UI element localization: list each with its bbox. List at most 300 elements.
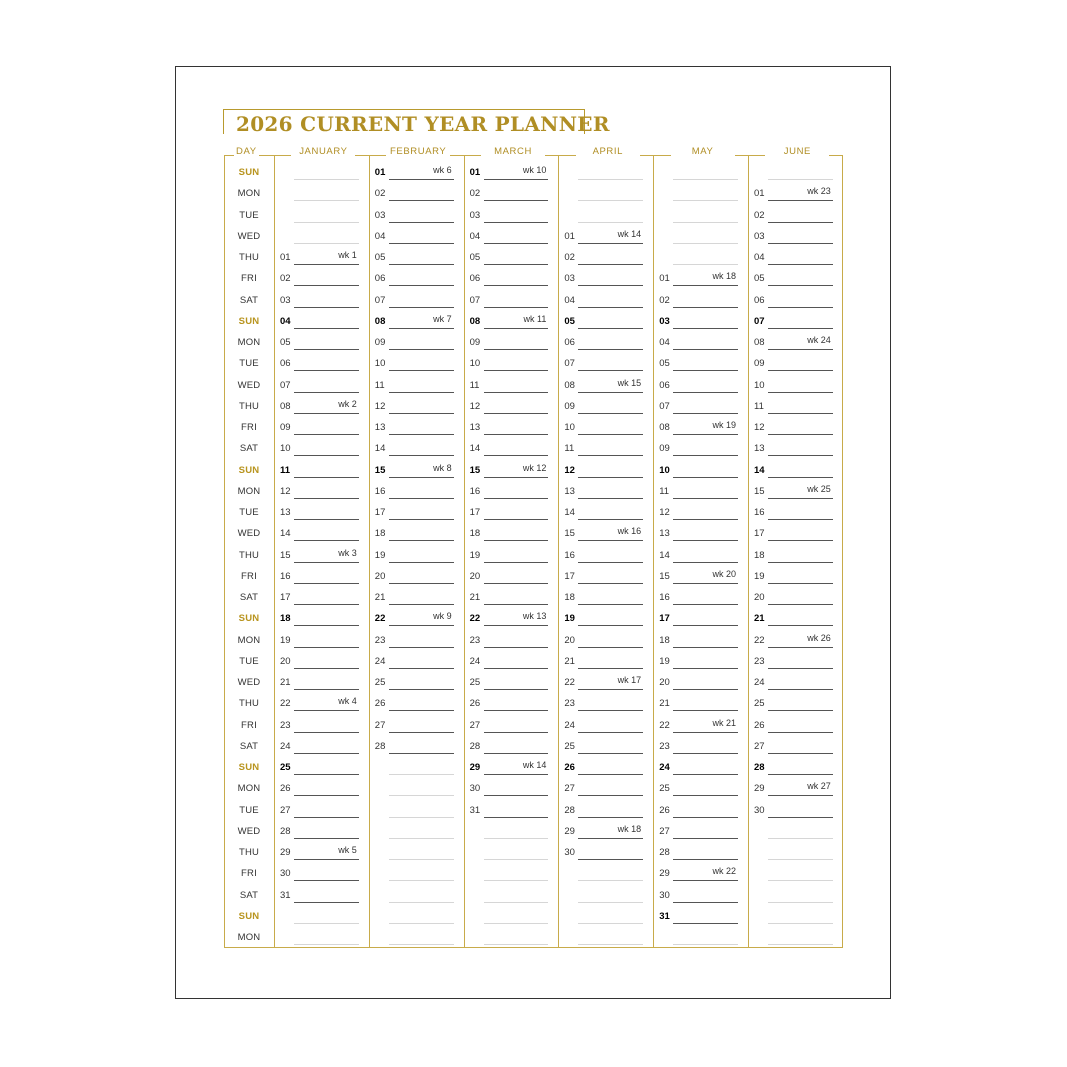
day-cell bbox=[375, 314, 454, 332]
day-cell bbox=[375, 399, 454, 417]
write-line bbox=[389, 264, 454, 265]
write-line bbox=[768, 264, 833, 265]
day-cell bbox=[280, 696, 359, 714]
day-label-thu: THU bbox=[238, 847, 260, 858]
day-number: 13 bbox=[469, 422, 481, 433]
day-number: 01 bbox=[280, 252, 291, 263]
day-cell bbox=[470, 208, 549, 226]
day-cell bbox=[280, 208, 359, 226]
day-number: 26 bbox=[374, 698, 386, 710]
day-label-sun: SUN bbox=[238, 762, 260, 773]
day-cell bbox=[470, 463, 549, 481]
day-cell bbox=[280, 314, 359, 332]
day-number: 15 bbox=[754, 485, 765, 497]
week-number: wk 9 bbox=[433, 611, 452, 622]
day-cell bbox=[470, 590, 549, 608]
day-cell bbox=[470, 165, 549, 183]
write-line bbox=[768, 370, 833, 371]
write-line bbox=[673, 370, 738, 371]
write-line bbox=[673, 307, 738, 308]
day-cell bbox=[470, 356, 549, 374]
write-line bbox=[768, 477, 833, 478]
write-line bbox=[484, 264, 549, 265]
day-number: 04 bbox=[469, 230, 481, 242]
day-number: 30 bbox=[280, 868, 291, 880]
day-number: 15 bbox=[469, 464, 481, 476]
day-number: 09 bbox=[564, 400, 575, 412]
day-number: 16 bbox=[564, 549, 575, 561]
day-number: 17 bbox=[564, 570, 575, 582]
day-cell bbox=[470, 441, 549, 459]
day-cell bbox=[280, 420, 359, 438]
day-cell bbox=[375, 803, 454, 821]
write-line bbox=[389, 285, 454, 286]
day-cell bbox=[659, 271, 738, 289]
week-number: wk 12 bbox=[522, 462, 547, 473]
day-number: 05 bbox=[564, 315, 575, 327]
day-number: 19 bbox=[469, 549, 481, 561]
day-cell bbox=[564, 909, 643, 927]
day-label-sat: SAT bbox=[239, 740, 259, 752]
day-cell bbox=[659, 633, 738, 651]
day-number: 18 bbox=[374, 528, 386, 540]
day-cell bbox=[375, 271, 454, 289]
day-number: 01 bbox=[659, 273, 670, 285]
day-number: 22 bbox=[754, 634, 765, 646]
write-line bbox=[673, 817, 738, 818]
day-number: 02 bbox=[374, 188, 386, 200]
write-line bbox=[389, 583, 454, 584]
write-line bbox=[768, 625, 833, 626]
day-cell bbox=[564, 505, 643, 523]
day-cell bbox=[375, 888, 454, 906]
write-line bbox=[768, 902, 833, 903]
day-number: 27 bbox=[564, 783, 575, 795]
write-line bbox=[389, 902, 454, 903]
day-number: 10 bbox=[374, 358, 386, 370]
day-cell bbox=[659, 229, 738, 247]
write-line bbox=[673, 540, 738, 541]
day-number: 14 bbox=[280, 528, 291, 540]
day-number: 12 bbox=[564, 464, 575, 476]
day-number: 21 bbox=[659, 698, 670, 710]
day-cell bbox=[470, 314, 549, 332]
write-line bbox=[389, 200, 454, 201]
day-cell bbox=[564, 696, 643, 714]
day-number: 19 bbox=[754, 570, 765, 582]
day-number: 08 bbox=[374, 315, 386, 327]
write-line bbox=[294, 413, 359, 414]
column-divider bbox=[369, 155, 370, 948]
write-line bbox=[389, 540, 454, 541]
day-cell bbox=[470, 378, 549, 396]
day-number: 29 bbox=[469, 762, 481, 773]
day-number: 24 bbox=[280, 740, 291, 752]
write-line bbox=[294, 880, 359, 881]
write-line bbox=[673, 349, 738, 350]
write-line bbox=[484, 647, 549, 648]
write-line bbox=[389, 370, 454, 371]
day-cell bbox=[564, 526, 643, 544]
day-cell bbox=[754, 548, 833, 566]
day-cell bbox=[375, 633, 454, 651]
day-label-mon: MON bbox=[237, 337, 261, 348]
day-number: 07 bbox=[659, 400, 670, 412]
write-line bbox=[578, 859, 643, 860]
write-line bbox=[294, 859, 359, 860]
column-header-may: MAY bbox=[671, 146, 735, 160]
write-line bbox=[768, 710, 833, 711]
write-line bbox=[484, 562, 549, 563]
write-line bbox=[578, 604, 643, 605]
day-number: 08 bbox=[754, 337, 765, 348]
day-cell bbox=[564, 356, 643, 374]
day-number: 28 bbox=[564, 804, 575, 816]
write-line bbox=[294, 774, 359, 775]
day-number: 10 bbox=[659, 464, 670, 476]
write-line bbox=[673, 923, 738, 924]
day-number: 02 bbox=[280, 273, 291, 285]
day-label-sun: SUN bbox=[238, 910, 260, 922]
day-number: 21 bbox=[564, 655, 575, 667]
day-number: 24 bbox=[374, 655, 386, 667]
day-label-mon: MON bbox=[237, 783, 261, 795]
day-label-thu: THU bbox=[238, 252, 260, 263]
write-line bbox=[294, 647, 359, 648]
day-cell bbox=[375, 569, 454, 587]
write-line bbox=[294, 434, 359, 435]
day-cell bbox=[280, 633, 359, 651]
write-line bbox=[484, 222, 549, 223]
day-number: 27 bbox=[280, 804, 291, 816]
write-line bbox=[673, 562, 738, 563]
write-line bbox=[294, 179, 359, 180]
day-number: 08 bbox=[659, 422, 670, 433]
write-line bbox=[484, 583, 549, 584]
write-line bbox=[578, 795, 643, 796]
day-cell bbox=[754, 739, 833, 757]
write-line bbox=[389, 392, 454, 393]
write-line bbox=[768, 604, 833, 605]
day-number: 17 bbox=[659, 613, 670, 625]
day-cell bbox=[754, 165, 833, 183]
day-number: 04 bbox=[280, 315, 291, 327]
day-cell bbox=[280, 505, 359, 523]
day-cell bbox=[754, 250, 833, 268]
write-line bbox=[673, 477, 738, 478]
day-cell bbox=[375, 696, 454, 714]
write-line bbox=[389, 434, 454, 435]
day-number: 30 bbox=[469, 783, 481, 795]
write-line bbox=[294, 795, 359, 796]
day-cell bbox=[470, 250, 549, 268]
day-cell bbox=[564, 845, 643, 863]
week-number: wk 8 bbox=[433, 462, 452, 473]
week-number: wk 18 bbox=[617, 823, 642, 834]
write-line bbox=[673, 944, 738, 945]
write-line bbox=[294, 689, 359, 690]
day-number: 12 bbox=[280, 485, 291, 497]
day-cell bbox=[659, 675, 738, 693]
write-line bbox=[673, 795, 738, 796]
day-cell bbox=[754, 293, 833, 311]
day-number: 18 bbox=[280, 613, 291, 625]
write-line bbox=[294, 625, 359, 626]
day-cell bbox=[280, 888, 359, 906]
write-line bbox=[578, 455, 643, 456]
day-cell bbox=[375, 463, 454, 481]
day-number: 10 bbox=[754, 379, 765, 391]
day-number: 05 bbox=[754, 273, 765, 285]
day-number: 11 bbox=[374, 379, 385, 391]
write-line bbox=[484, 370, 549, 371]
write-line bbox=[484, 838, 549, 839]
day-cell bbox=[754, 505, 833, 523]
column-header-february: FEBRUARY bbox=[386, 146, 450, 160]
day-number: 06 bbox=[469, 273, 481, 285]
write-line bbox=[578, 222, 643, 223]
write-line bbox=[389, 923, 454, 924]
day-cell bbox=[564, 803, 643, 821]
day-number: 25 bbox=[469, 677, 481, 688]
day-number: 13 bbox=[280, 507, 291, 518]
day-cell bbox=[564, 739, 643, 757]
write-line bbox=[578, 519, 643, 520]
day-number: 14 bbox=[469, 443, 481, 455]
day-number: 22 bbox=[374, 613, 386, 625]
write-line bbox=[484, 179, 549, 180]
write-line bbox=[294, 349, 359, 350]
day-number: 09 bbox=[469, 337, 481, 348]
day-number: 09 bbox=[374, 337, 386, 348]
day-number: 16 bbox=[374, 485, 386, 497]
day-cell bbox=[280, 271, 359, 289]
day-cell bbox=[754, 356, 833, 374]
day-number: 02 bbox=[754, 209, 765, 221]
write-line bbox=[673, 179, 738, 180]
day-label-tue: TUE bbox=[239, 358, 259, 370]
write-line bbox=[389, 498, 454, 499]
day-number: 25 bbox=[374, 677, 386, 688]
write-line bbox=[389, 859, 454, 860]
day-cell bbox=[754, 271, 833, 289]
day-label-fri: FRI bbox=[241, 868, 257, 880]
day-number: 28 bbox=[469, 740, 481, 752]
week-number: wk 5 bbox=[338, 845, 357, 855]
day-cell bbox=[564, 229, 643, 247]
write-line bbox=[294, 902, 359, 903]
write-line bbox=[768, 838, 833, 839]
day-number: 04 bbox=[564, 294, 575, 306]
day-cell bbox=[280, 293, 359, 311]
day-cell bbox=[754, 654, 833, 672]
day-number: 17 bbox=[754, 528, 765, 540]
day-cell bbox=[280, 399, 359, 417]
day-cell bbox=[754, 441, 833, 459]
write-line bbox=[578, 774, 643, 775]
day-cell bbox=[659, 930, 738, 948]
day-number: 24 bbox=[564, 719, 575, 731]
day-cell bbox=[470, 633, 549, 651]
day-cell bbox=[280, 378, 359, 396]
day-cell bbox=[280, 781, 359, 799]
write-line bbox=[578, 732, 643, 733]
write-line bbox=[578, 838, 643, 839]
write-line bbox=[578, 625, 643, 626]
day-number: 21 bbox=[280, 677, 291, 688]
week-number: wk 7 bbox=[433, 313, 452, 324]
day-cell bbox=[564, 314, 643, 332]
day-cell bbox=[659, 803, 738, 821]
day-number: 16 bbox=[469, 485, 481, 497]
write-line bbox=[484, 349, 549, 350]
day-cell bbox=[754, 208, 833, 226]
write-line bbox=[389, 604, 454, 605]
week-number: wk 18 bbox=[712, 271, 736, 282]
write-line bbox=[768, 349, 833, 350]
day-number: 25 bbox=[564, 740, 575, 752]
write-line bbox=[294, 477, 359, 478]
day-cell bbox=[470, 675, 549, 693]
day-cell bbox=[564, 165, 643, 183]
day-number: 26 bbox=[469, 698, 481, 710]
day-number: 10 bbox=[564, 422, 575, 433]
day-cell bbox=[659, 420, 738, 438]
day-number: 18 bbox=[469, 528, 481, 540]
write-line bbox=[768, 668, 833, 669]
day-cell bbox=[470, 229, 549, 247]
day-number: 11 bbox=[564, 443, 575, 455]
write-line bbox=[673, 264, 738, 265]
day-number: 05 bbox=[659, 358, 670, 370]
day-label-wed: WED bbox=[237, 379, 261, 391]
day-number: 30 bbox=[754, 804, 765, 816]
day-cell bbox=[564, 675, 643, 693]
write-line bbox=[578, 710, 643, 711]
day-label-fri: FRI bbox=[241, 570, 257, 582]
day-cell bbox=[280, 484, 359, 502]
day-number: 24 bbox=[659, 762, 670, 773]
day-number: 04 bbox=[754, 252, 765, 263]
day-cell bbox=[280, 824, 359, 842]
day-cell bbox=[659, 463, 738, 481]
day-cell bbox=[470, 654, 549, 672]
day-cell bbox=[564, 186, 643, 204]
day-number: 26 bbox=[280, 783, 291, 795]
day-cell bbox=[564, 271, 643, 289]
day-number: 29 bbox=[754, 783, 765, 795]
day-number: 12 bbox=[754, 422, 765, 433]
day-number: 14 bbox=[564, 507, 575, 518]
write-line bbox=[578, 668, 643, 669]
write-line bbox=[389, 944, 454, 945]
write-line bbox=[768, 540, 833, 541]
day-label-mon: MON bbox=[237, 188, 261, 200]
day-cell bbox=[659, 526, 738, 544]
write-line bbox=[294, 562, 359, 563]
write-line bbox=[768, 243, 833, 244]
day-cell bbox=[280, 526, 359, 544]
write-line bbox=[768, 583, 833, 584]
write-line bbox=[768, 498, 833, 499]
write-line bbox=[673, 392, 738, 393]
write-line bbox=[484, 455, 549, 456]
day-cell bbox=[659, 654, 738, 672]
day-cell bbox=[564, 633, 643, 651]
day-number: 22 bbox=[564, 677, 575, 688]
write-line bbox=[673, 668, 738, 669]
week-number: wk 1 bbox=[338, 250, 357, 260]
day-cell bbox=[280, 845, 359, 863]
day-cell bbox=[470, 803, 549, 821]
write-line bbox=[768, 647, 833, 648]
day-number: 18 bbox=[659, 634, 670, 646]
day-number: 20 bbox=[374, 570, 386, 582]
write-line bbox=[673, 200, 738, 201]
day-cell bbox=[659, 441, 738, 459]
day-number: 13 bbox=[754, 443, 765, 455]
write-line bbox=[768, 923, 833, 924]
day-cell bbox=[280, 760, 359, 778]
write-line bbox=[484, 392, 549, 393]
day-number: 21 bbox=[754, 613, 765, 625]
day-cell bbox=[280, 675, 359, 693]
day-number: 26 bbox=[564, 762, 575, 773]
day-cell bbox=[470, 484, 549, 502]
write-line bbox=[768, 413, 833, 414]
day-number: 17 bbox=[469, 507, 481, 518]
week-number: wk 14 bbox=[617, 228, 642, 239]
day-number: 23 bbox=[469, 634, 481, 646]
write-line bbox=[578, 902, 643, 903]
day-cell bbox=[470, 293, 549, 311]
write-line bbox=[294, 307, 359, 308]
day-number: 24 bbox=[754, 677, 765, 688]
write-line bbox=[389, 222, 454, 223]
write-line bbox=[578, 477, 643, 478]
day-number: 06 bbox=[659, 379, 670, 391]
write-line bbox=[578, 264, 643, 265]
write-line bbox=[484, 774, 549, 775]
day-cell bbox=[375, 718, 454, 736]
day-cell bbox=[280, 803, 359, 821]
write-line bbox=[673, 880, 738, 881]
day-label-wed: WED bbox=[237, 230, 261, 242]
day-cell bbox=[375, 165, 454, 183]
day-number: 23 bbox=[280, 719, 291, 731]
day-cell bbox=[564, 441, 643, 459]
write-line bbox=[768, 392, 833, 393]
day-number: 04 bbox=[374, 230, 386, 242]
write-line bbox=[578, 434, 643, 435]
day-number: 29 bbox=[659, 868, 670, 880]
day-cell bbox=[754, 718, 833, 736]
write-line bbox=[294, 923, 359, 924]
day-cell bbox=[280, 186, 359, 204]
write-line bbox=[673, 519, 738, 520]
day-number: 15 bbox=[659, 570, 670, 582]
day-cell bbox=[470, 930, 549, 948]
day-number: 25 bbox=[659, 783, 670, 795]
write-line bbox=[768, 774, 833, 775]
day-number: 15 bbox=[564, 528, 575, 540]
day-number: 17 bbox=[280, 592, 291, 603]
day-label-sun: SUN bbox=[238, 613, 260, 625]
day-number: 01 bbox=[564, 230, 575, 242]
day-number: 20 bbox=[754, 592, 765, 603]
week-number: wk 25 bbox=[807, 483, 831, 494]
day-number: 12 bbox=[659, 507, 670, 518]
